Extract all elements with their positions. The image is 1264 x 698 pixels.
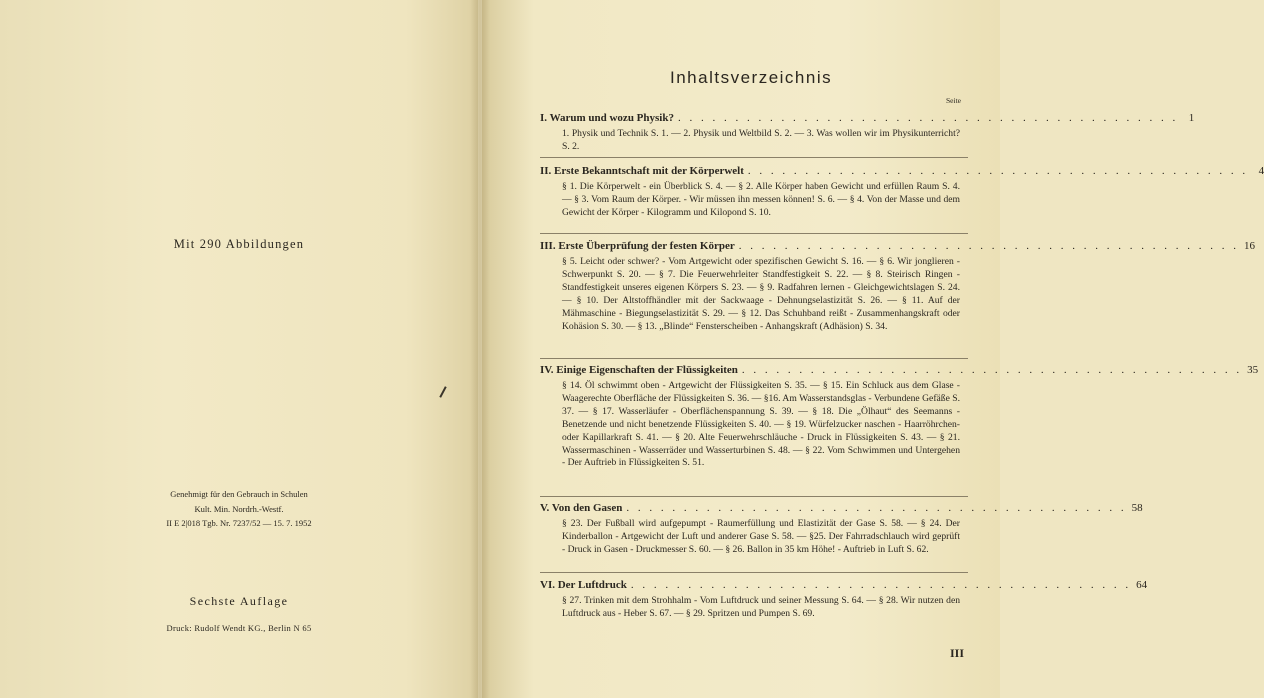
toc-title: Inhaltsverzeichnis bbox=[670, 68, 833, 87]
chapter-heading bbox=[540, 502, 1143, 514]
approval-line: Kult. Min. Nordrh.-Westf. bbox=[194, 503, 284, 514]
chapter-entry bbox=[540, 364, 1259, 470]
chapter-title: I. Warum und wozu Physik? bbox=[540, 112, 674, 124]
edition-note: Sechste Auflage bbox=[189, 594, 289, 608]
school-approval bbox=[0, 487, 478, 531]
chapter-contents: § 27. Trinken mit dem Strohhalm - Vom Luftdruck und seiner Messung S. 64. — § 28. Wir nutzen den Luftdruck aus - Heber S. 67. — § 29. Spritzen und Pumpen S. 69. bbox=[562, 595, 960, 619]
chapter-heading bbox=[540, 579, 1148, 591]
chapter-page-number: 58 bbox=[1131, 502, 1143, 514]
leader-dots: . . . . . . . . . . . . . . . . . . . . . . . . . . . . . . . . . . . . . . . . . . . . bbox=[747, 165, 1249, 177]
chapter-divider bbox=[540, 233, 968, 234]
chapter-title: V. Von den Gasen bbox=[540, 502, 623, 514]
leader-dots: . . . . . . . . . . . . . . . . . . . . . . . . . . . . . . . . . . . . . . . . . . . . bbox=[741, 364, 1243, 376]
chapter-divider bbox=[540, 157, 968, 158]
chapter-contents: 1. Physik und Technik S. 1. — 2. Physik und Weltbild S. 2. — 3. Was wollen wir im Physikunterricht? S. 2. bbox=[562, 128, 960, 152]
chapter-title: III. Erste Überprüfung der festen Körper bbox=[540, 240, 735, 252]
chapter-heading bbox=[540, 112, 1195, 124]
chapter-divider bbox=[540, 572, 968, 573]
chapter-heading bbox=[540, 364, 1259, 376]
illustrations-note: Mit 290 Abbildungen bbox=[173, 237, 305, 251]
chapter-title: IV. Einige Eigenschaften der Flüssigkeiten bbox=[540, 364, 738, 376]
chapter-heading bbox=[540, 240, 1255, 252]
chapter-entry bbox=[540, 240, 1255, 333]
chapter-contents: § 1. Die Körperwelt - ein Überblick S. 4. — § 2. Alle Körper haben Gewicht und erfüllen Raum S. 4. — § 3. Vom Raum der Körper. - Wir müssen ihn messen können! S. 6. — § 4. Von der Masse und dem Gewicht der Körper - Kilogramm und Kilopond S. 10. bbox=[562, 181, 960, 218]
chapter-page-number: 1 bbox=[1188, 112, 1195, 124]
chapter-page-number: 4 bbox=[1258, 165, 1264, 177]
chapter-contents: § 14. Öl schwimmt oben - Artgewicht der Flüssigkeiten S. 35. — § 15. Ein Schluck aus dem Glase - Waagerechte Oberfläche der Flüssigkeiten S. 36. — §16. Am Wasserstandsglas - Verbundene Gefäße S. 37. — § 17. Wasserläufer - Oberflächenspannung S. 39. — § 18. Die „Ölhaut“ des Seemanns - Benetzende und nicht benetzende Flüssigkeiten S. 40. — § 19. Würfelzucker naschen - Haarröhrchen- oder Kapillarkraft S. 41. — § 20. Alte Feuerwehrschläuche - Druck in Flüssigkeiten S. 43. — § 21. Wassermaschinen - Wasserräder und Wasserturbinen S. 48. — § 22. Vom Schwimmen und Untergehen - Der Auftrieb in Flüssigkeiten S. 51. bbox=[562, 380, 960, 469]
leader-dots: . . . . . . . . . . . . . . . . . . . . . . . . . . . . . . . . . . . . . . . . . . . . bbox=[630, 579, 1132, 591]
page-folio: III bbox=[950, 646, 965, 660]
approval-line: Genehmigt für den Gebrauch in Schulen bbox=[170, 489, 308, 499]
chapter-contents: § 5. Leicht oder schwer? - Vom Artgewicht oder spezifischen Gewicht S. 16. — § 6. Wir jonglieren - Schwerpunkt S. 20. — § 7. Die Feuerwehrleiter Standfestigkeit S. 22. — § 8. Steirisch Ringen - Standfestigkeit unseres eigenen Körpers S. 23. — § 9. Radfahren lernen - Gleichgewichtslagen S. 24. — § 10. Der Altstoffhändler mit der Sackwaage - Dehnungselastizität S. 26. — § 11. Auf der Mähmaschine - Biegungselastizität S. 29. — § 12. Das Schuhband reißt - Zusammenhangskraft oder Kohäsion S. 30. — § 13. „Blinde“ Fensterscheiben - Anhangskraft (Adhäsion) S. 34. bbox=[562, 256, 960, 332]
leader-dots: . . . . . . . . . . . . . . . . . . . . . . . . . . . . . . . . . . . . . . . . . . . . bbox=[626, 502, 1127, 514]
chapter-page-number: 64 bbox=[1136, 579, 1148, 591]
page-column-label: Seite bbox=[946, 96, 961, 105]
chapter-contents: § 23. Der Fußball wird aufgepumpt - Raumerfüllung und Elastizität der Gase S. 58. — § 24. Der Kinderballon - Artgewicht der Luft und anderer Gase S. 58. — §25. Der Fahrradschlauch wird geprüft - Druck in Gasen - Druckmesser S. 60. — § 26. Ballon in 35 km Höhe! - Auftrieb in Luft S. 62. bbox=[562, 518, 960, 555]
printer-note: Druck: Rudolf Wendt KG., Berlin N 65 bbox=[166, 623, 312, 633]
chapter-entry bbox=[540, 112, 1195, 154]
chapter-title: II. Erste Bekanntschaft mit der Körperwelt bbox=[540, 165, 744, 177]
chapter-divider bbox=[540, 358, 968, 359]
chapter-entry bbox=[540, 165, 1264, 220]
chapter-heading bbox=[540, 165, 1264, 177]
chapter-title: VI. Der Luftdruck bbox=[540, 579, 627, 591]
chapter-entry bbox=[540, 502, 1143, 557]
leader-dots: . . . . . . . . . . . . . . . . . . . . . . . . . . . . . . . . . . . . . . . . . . . . bbox=[738, 240, 1239, 252]
leader-dots: . . . . . . . . . . . . . . . . . . . . . . . . . . . . . . . . . . . . . . . . . . . . bbox=[677, 112, 1179, 124]
approval-line: II E 2|018 Tgb. Nr. 7237/52 — 15. 7. 1952 bbox=[166, 518, 312, 528]
chapter-page-number: 16 bbox=[1243, 240, 1255, 252]
chapter-page-number: 35 bbox=[1247, 364, 1259, 376]
chapter-entry bbox=[540, 579, 1148, 621]
chapter-divider bbox=[540, 496, 968, 497]
